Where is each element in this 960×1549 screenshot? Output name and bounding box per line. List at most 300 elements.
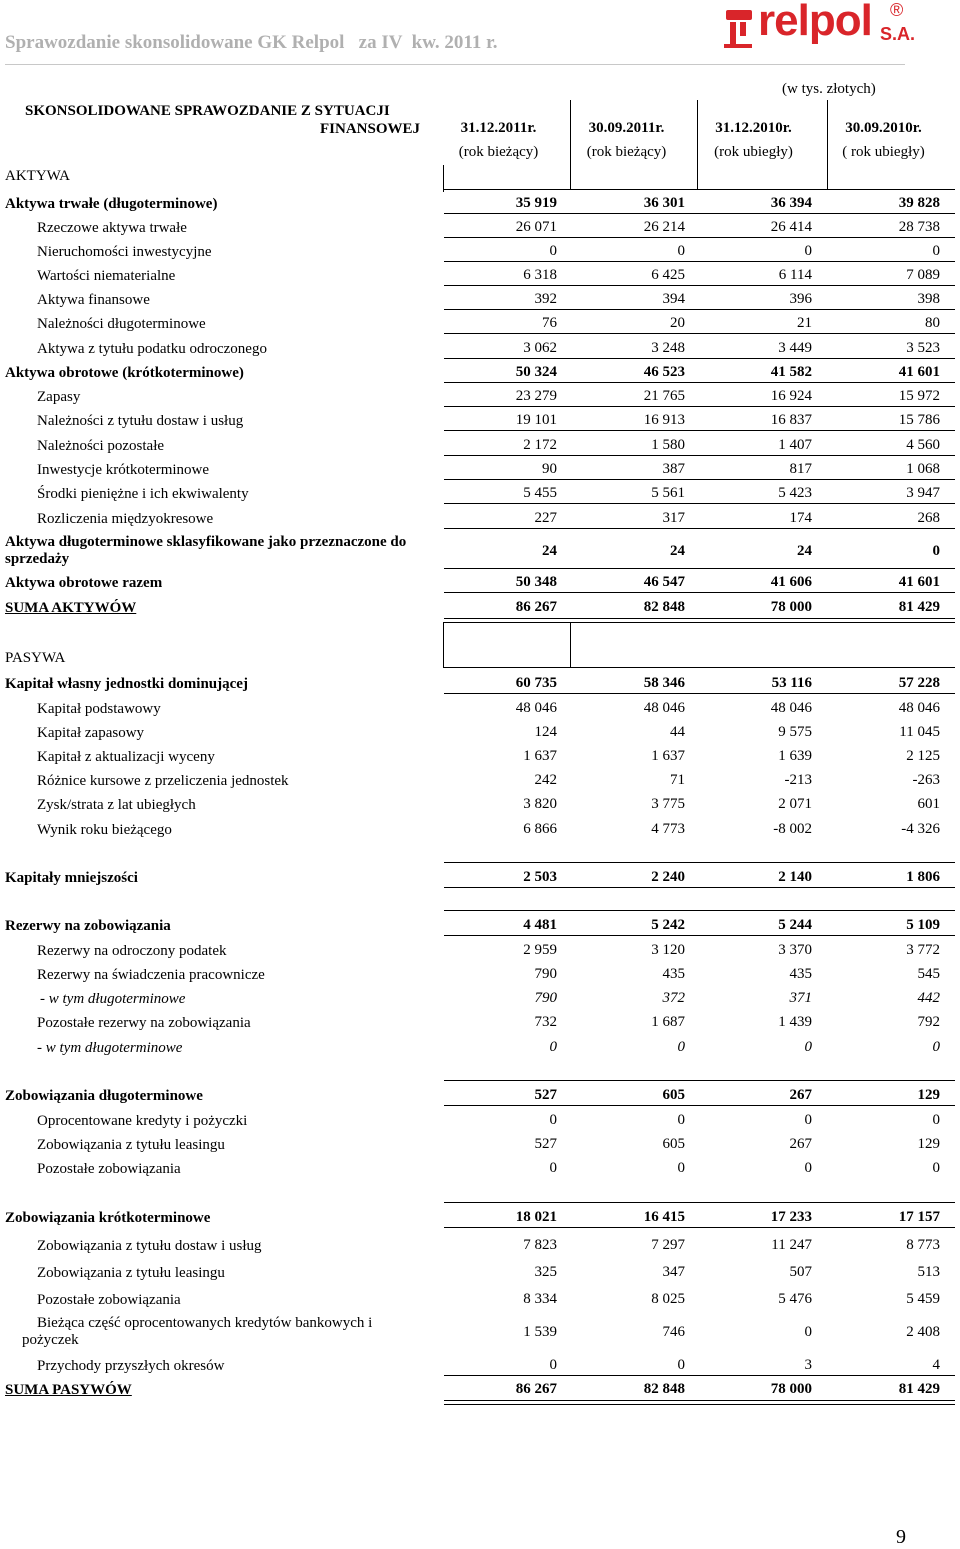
row-label: Pozostałe rezerwy na zobowiązania bbox=[37, 1015, 251, 1031]
table-title bbox=[25, 102, 420, 138]
column-separator bbox=[827, 100, 828, 190]
table-row bbox=[0, 1034, 955, 1058]
row-value: 396 bbox=[789, 291, 812, 307]
table-row bbox=[0, 383, 955, 407]
row-label: Aktywa obrotowe (krótkoterminowe) bbox=[5, 365, 244, 381]
row-rule bbox=[444, 693, 955, 694]
table-row bbox=[0, 1131, 955, 1155]
row-label: Inwestycje krótkoterminowe bbox=[37, 462, 210, 478]
group-rule bbox=[444, 1202, 955, 1203]
row-value: 3 775 bbox=[651, 796, 685, 812]
column-separator bbox=[443, 165, 444, 192]
table-row bbox=[0, 791, 955, 815]
row-label: Aktywa długoterminowe sklasyfikowane jako przeznaczone do sprzedaży bbox=[5, 534, 407, 567]
row-value: 398 bbox=[917, 291, 940, 307]
table-row bbox=[0, 310, 955, 334]
heading-rule bbox=[444, 667, 955, 668]
row-rule bbox=[444, 430, 955, 431]
row-value: 5 459 bbox=[906, 1291, 940, 1307]
row-value: 6 866 bbox=[523, 821, 557, 837]
row-value: 732 bbox=[534, 1014, 557, 1030]
row-value: 394 bbox=[662, 291, 685, 307]
relay-icon bbox=[722, 4, 756, 52]
table-row bbox=[0, 1286, 955, 1310]
row-value: 9 575 bbox=[778, 724, 812, 740]
row-value: 0 bbox=[549, 1039, 557, 1055]
row-value: 76 bbox=[542, 315, 557, 331]
row-value: 3 449 bbox=[778, 340, 812, 356]
row-value: 227 bbox=[534, 510, 557, 526]
row-rule bbox=[444, 1105, 955, 1106]
row-value: 28 738 bbox=[898, 219, 940, 235]
row-value: 3 120 bbox=[651, 942, 685, 958]
row-value: 527 bbox=[534, 1136, 557, 1152]
table-row bbox=[0, 214, 955, 238]
row-value: 545 bbox=[917, 966, 940, 982]
row-value: 129 bbox=[917, 1087, 940, 1103]
table-row bbox=[0, 864, 955, 888]
row-value: 11 247 bbox=[771, 1237, 812, 1253]
column-header-3 bbox=[691, 116, 816, 164]
row-label: Należności długoterminowe bbox=[37, 316, 206, 332]
row-value: 41 606 bbox=[770, 574, 812, 590]
row-value: 267 bbox=[789, 1136, 812, 1152]
row-value: 48 046 bbox=[643, 700, 685, 716]
row-value: 5 455 bbox=[523, 485, 557, 501]
row-value: 15 972 bbox=[898, 388, 940, 404]
table-title-line-2: FINANSOWEJ bbox=[319, 121, 420, 137]
row-label: Kapitały mniejszości bbox=[5, 870, 138, 886]
table-row bbox=[0, 767, 955, 791]
row-label: Zobowiązania krótkoterminowe bbox=[5, 1210, 211, 1226]
row-value: 347 bbox=[662, 1264, 685, 1280]
column-header-4 bbox=[821, 116, 946, 164]
row-label: Pozostałe zobowiązania bbox=[37, 1292, 181, 1308]
row-value: 605 bbox=[662, 1136, 685, 1152]
row-value: 1 580 bbox=[651, 437, 685, 453]
table-row bbox=[0, 719, 955, 743]
column-separator bbox=[570, 622, 571, 668]
table-row bbox=[0, 594, 955, 618]
row-value: 20 bbox=[670, 315, 685, 331]
row-value: 82 848 bbox=[643, 1381, 685, 1397]
row-label: Aktywa trwałe (długoterminowe) bbox=[5, 196, 218, 212]
table-row bbox=[0, 529, 955, 569]
row-value: 23 279 bbox=[515, 388, 557, 404]
row-value: 1 439 bbox=[778, 1014, 812, 1030]
table-row bbox=[0, 407, 955, 431]
logo-wordmark: relpol bbox=[758, 0, 872, 45]
row-value: 2 503 bbox=[523, 869, 557, 885]
row-value: 36 301 bbox=[643, 195, 685, 211]
column-date: 30.09.2011r. bbox=[588, 120, 665, 136]
unit-label: (w tys. złotych) bbox=[782, 81, 876, 97]
row-value: 0 bbox=[932, 1112, 940, 1128]
row-value: 1 639 bbox=[778, 748, 812, 764]
row-value: 46 547 bbox=[643, 574, 685, 590]
row-value: 0 bbox=[804, 1160, 812, 1176]
row-value: 442 bbox=[917, 990, 940, 1006]
table-row bbox=[0, 359, 955, 383]
row-value: 0 bbox=[804, 1324, 812, 1340]
row-value: 5 423 bbox=[778, 485, 812, 501]
column-separator bbox=[697, 100, 698, 190]
row-value: 2 172 bbox=[523, 437, 557, 453]
row-value: 90 bbox=[542, 461, 557, 477]
row-label: Nieruchomości inwestycyjne bbox=[37, 244, 212, 260]
row-label: Wynik roku bieżącego bbox=[37, 822, 172, 838]
row-label: Rezerwy na świadczenia pracownicze bbox=[37, 967, 265, 983]
row-value: 792 bbox=[917, 1014, 940, 1030]
table-row bbox=[0, 335, 955, 359]
table-row bbox=[0, 286, 955, 310]
row-label: Oprocentowane kredyty i pożyczki bbox=[37, 1113, 248, 1129]
row-value: 60 735 bbox=[515, 675, 557, 691]
row-value: -263 bbox=[912, 772, 940, 788]
row-rule bbox=[444, 887, 955, 888]
row-rule bbox=[444, 333, 955, 334]
row-value: 4 773 bbox=[651, 821, 685, 837]
row-value: 78 000 bbox=[770, 1381, 812, 1397]
row-value: 26 214 bbox=[643, 219, 685, 235]
row-value: 392 bbox=[534, 291, 557, 307]
row-value: 8 334 bbox=[523, 1291, 557, 1307]
row-value: 1 687 bbox=[651, 1014, 685, 1030]
group-rule bbox=[444, 910, 955, 911]
row-label: Zysk/strata z lat ubiegłych bbox=[37, 797, 196, 813]
logo-registered-mark: ® bbox=[890, 0, 904, 20]
row-value: 4 481 bbox=[523, 917, 557, 933]
row-value: 3 523 bbox=[906, 340, 940, 356]
row-value: 44 bbox=[670, 724, 685, 740]
table-row bbox=[0, 743, 955, 767]
row-value: 4 560 bbox=[906, 437, 940, 453]
row-value: -4 326 bbox=[901, 821, 940, 837]
row-value: 0 bbox=[932, 1160, 940, 1176]
row-value: 46 523 bbox=[643, 364, 685, 380]
row-value: 124 bbox=[534, 724, 557, 740]
row-label: Zapasy bbox=[37, 389, 81, 405]
row-value: 0 bbox=[932, 543, 940, 559]
row-value: 0 bbox=[549, 243, 557, 259]
table-row bbox=[0, 695, 955, 719]
row-value: 16 415 bbox=[643, 1209, 685, 1225]
header-divider bbox=[5, 64, 905, 65]
row-value: 71 bbox=[670, 772, 685, 788]
table-row bbox=[0, 1232, 955, 1256]
group-rule bbox=[444, 1080, 955, 1081]
row-value: 17 233 bbox=[770, 1209, 812, 1225]
row-value: 1 068 bbox=[906, 461, 940, 477]
row-value: -8 002 bbox=[773, 821, 812, 837]
row-label: Aktywa z tytułu podatku odroczonego bbox=[37, 341, 267, 357]
table-row bbox=[0, 1155, 955, 1179]
row-value: 387 bbox=[662, 461, 685, 477]
row-rule bbox=[444, 935, 955, 936]
row-value: 2 408 bbox=[906, 1324, 940, 1340]
row-value: 41 601 bbox=[898, 364, 940, 380]
column-sub: (rok bieżący) bbox=[586, 144, 667, 160]
row-value: 3 062 bbox=[523, 340, 557, 356]
row-value: 0 bbox=[677, 1357, 685, 1373]
table-row bbox=[0, 670, 955, 694]
table-row bbox=[0, 1107, 955, 1131]
row-value: 0 bbox=[677, 1160, 685, 1176]
row-value: 2 140 bbox=[778, 869, 812, 885]
row-rule bbox=[444, 1227, 955, 1228]
table-row bbox=[0, 937, 955, 961]
row-label: Pozostałe zobowiązania bbox=[37, 1161, 181, 1177]
table-row bbox=[0, 505, 955, 529]
row-label: Kapitał własny jednostki dominującej bbox=[5, 676, 248, 692]
column-separator bbox=[443, 622, 444, 668]
row-rule bbox=[444, 592, 955, 593]
group-rule bbox=[444, 862, 955, 863]
row-label: Rozliczenia międzyokresowe bbox=[37, 511, 214, 527]
column-sub: (rok bieżący) bbox=[458, 144, 539, 160]
table-row bbox=[0, 480, 955, 504]
table-row bbox=[0, 262, 955, 286]
row-value: 48 046 bbox=[770, 700, 812, 716]
table-title-line-1: SKONSOLIDOWANE SPRAWOZDANIE Z SYTUACJI bbox=[25, 103, 390, 119]
row-value: 2 071 bbox=[778, 796, 812, 812]
row-value: 507 bbox=[789, 1264, 812, 1280]
double-rule bbox=[444, 618, 955, 623]
table-row bbox=[0, 238, 955, 262]
table-row bbox=[0, 1009, 955, 1033]
row-value: 5 242 bbox=[651, 917, 685, 933]
row-value: 2 125 bbox=[906, 748, 940, 764]
row-value: 80 bbox=[925, 315, 940, 331]
table-row bbox=[0, 912, 955, 936]
row-value: 0 bbox=[677, 1039, 685, 1055]
row-value: 1 407 bbox=[778, 437, 812, 453]
row-label: Zobowiązania z tytułu leasingu bbox=[37, 1265, 225, 1281]
row-value: 7 823 bbox=[523, 1237, 557, 1253]
table-row bbox=[0, 432, 955, 456]
row-value: 0 bbox=[932, 1039, 940, 1055]
column-sub: ( rok ubiegły) bbox=[842, 144, 925, 160]
table-row bbox=[0, 1082, 955, 1106]
row-value: 0 bbox=[549, 1160, 557, 1176]
row-value: 8 025 bbox=[651, 1291, 685, 1307]
row-value: 53 116 bbox=[771, 675, 812, 691]
row-value: 58 346 bbox=[643, 675, 685, 691]
liabilities-heading: PASYWA bbox=[5, 650, 66, 666]
row-label: Aktywa finansowe bbox=[37, 292, 150, 308]
row-label: Kapitał podstawowy bbox=[37, 701, 161, 717]
row-value: 1 539 bbox=[523, 1324, 557, 1340]
row-value: 21 765 bbox=[643, 388, 685, 404]
row-value: 371 bbox=[789, 990, 812, 1006]
table-row bbox=[0, 985, 955, 1009]
row-value: 6 114 bbox=[778, 267, 812, 283]
row-value: 7 297 bbox=[651, 1237, 685, 1253]
row-value: 746 bbox=[662, 1324, 685, 1340]
row-label: Rezerwy na zobowiązania bbox=[5, 918, 171, 934]
row-value: 0 bbox=[804, 1039, 812, 1055]
row-value: 3 bbox=[804, 1357, 812, 1373]
row-value: 325 bbox=[534, 1264, 557, 1280]
assets-heading: AKTYWA bbox=[5, 168, 70, 184]
row-value: 82 848 bbox=[643, 599, 685, 615]
row-value: 129 bbox=[917, 1136, 940, 1152]
table-row bbox=[0, 961, 955, 985]
row-value: 18 021 bbox=[515, 1209, 557, 1225]
row-label: - w tym długoterminowe bbox=[40, 991, 186, 1007]
row-value: 26 414 bbox=[770, 219, 812, 235]
row-value: 35 919 bbox=[515, 195, 557, 211]
row-value: 317 bbox=[662, 510, 685, 526]
table-row bbox=[0, 569, 955, 593]
document-header-title: Sprawozdanie skonsolidowane GK Relpol za IV kw. 2011 r. bbox=[5, 32, 498, 53]
row-value: 435 bbox=[662, 966, 685, 982]
row-label: Należności pozostałe bbox=[37, 438, 165, 454]
row-value: 817 bbox=[789, 461, 812, 477]
row-value: 267 bbox=[789, 1087, 812, 1103]
row-value: 3 370 bbox=[778, 942, 812, 958]
row-value: 174 bbox=[789, 510, 812, 526]
row-label: Kapitał zapasowy bbox=[37, 725, 145, 741]
row-value: 7 089 bbox=[906, 267, 940, 283]
row-label: Różnice kursowe z przeliczenia jednostek bbox=[37, 773, 289, 789]
column-date: 30.09.2010r. bbox=[845, 120, 922, 136]
row-label: Zobowiązania z tytułu dostaw i usług bbox=[37, 1238, 262, 1254]
row-value: 41 582 bbox=[770, 364, 812, 380]
row-value: 24 bbox=[670, 543, 685, 559]
table-row bbox=[0, 1204, 955, 1228]
row-label: Zobowiązania długoterminowe bbox=[5, 1088, 203, 1104]
row-value: 0 bbox=[932, 243, 940, 259]
column-sub: (rok ubiegły) bbox=[714, 144, 793, 160]
row-label: Kapitał z aktualizacji wyceny bbox=[37, 749, 215, 765]
column-header-2 bbox=[564, 116, 689, 164]
row-value: 24 bbox=[542, 543, 557, 559]
row-label: Rzeczowe aktywa trwałe bbox=[37, 220, 187, 236]
logo-suffix: S.A. bbox=[880, 24, 916, 44]
table-row bbox=[0, 456, 955, 480]
row-value: 1 637 bbox=[651, 748, 685, 764]
row-value: 86 267 bbox=[515, 1381, 557, 1397]
row-value: 6 425 bbox=[651, 267, 685, 283]
row-label: - w tym długoterminowe bbox=[37, 1040, 183, 1056]
row-value: 15 786 bbox=[898, 412, 940, 428]
table-row bbox=[0, 1259, 955, 1283]
row-value: 5 561 bbox=[651, 485, 685, 501]
row-label: Bieżąca część oprocentowanych kredytów bankowych i pożyczek bbox=[22, 1315, 373, 1348]
relpol-logo bbox=[722, 2, 922, 54]
row-value: 513 bbox=[917, 1264, 940, 1280]
row-label: Należności z tytułu dostaw i usług bbox=[37, 413, 244, 429]
row-value: 41 601 bbox=[898, 574, 940, 590]
double-rule bbox=[444, 1400, 955, 1405]
row-value: 3 947 bbox=[906, 485, 940, 501]
row-value: 0 bbox=[804, 1112, 812, 1128]
row-value: 19 101 bbox=[515, 412, 557, 428]
row-value: 26 071 bbox=[515, 219, 557, 235]
row-value: 36 394 bbox=[770, 195, 812, 211]
row-value: 50 348 bbox=[515, 574, 557, 590]
row-value: 8 773 bbox=[906, 1237, 940, 1253]
row-value: 435 bbox=[789, 966, 812, 982]
row-value: 790 bbox=[534, 990, 557, 1006]
row-value: -213 bbox=[784, 772, 812, 788]
row-value: 16 913 bbox=[643, 412, 685, 428]
column-date: 31.12.2010r. bbox=[715, 120, 792, 136]
row-label: SUMA AKTYWÓW bbox=[5, 600, 137, 616]
row-value: 372 bbox=[662, 990, 685, 1006]
table-row bbox=[0, 1310, 955, 1350]
row-value: 81 429 bbox=[898, 599, 940, 615]
row-value: 790 bbox=[534, 966, 557, 982]
row-value: 1 637 bbox=[523, 748, 557, 764]
row-value: 605 bbox=[662, 1087, 685, 1103]
row-label: Przychody przyszłych okresów bbox=[37, 1358, 225, 1374]
row-value: 6 318 bbox=[523, 267, 557, 283]
row-value: 0 bbox=[804, 243, 812, 259]
row-value: 16 924 bbox=[770, 388, 812, 404]
row-value: 24 bbox=[797, 543, 812, 559]
row-value: 2 959 bbox=[523, 942, 557, 958]
row-value: 86 267 bbox=[515, 599, 557, 615]
row-value: 3 820 bbox=[523, 796, 557, 812]
row-value: 242 bbox=[534, 772, 557, 788]
row-value: 16 837 bbox=[770, 412, 812, 428]
row-value: 50 324 bbox=[515, 364, 557, 380]
row-value: 601 bbox=[917, 796, 940, 812]
row-rule bbox=[444, 503, 955, 504]
row-value: 11 045 bbox=[899, 724, 940, 740]
row-value: 57 228 bbox=[898, 675, 940, 691]
row-value: 1 806 bbox=[906, 869, 940, 885]
column-date: 31.12.2011r. bbox=[460, 120, 537, 136]
row-value: 3 772 bbox=[906, 942, 940, 958]
table-row bbox=[0, 1352, 955, 1376]
row-value: 0 bbox=[677, 1112, 685, 1128]
row-value: 81 429 bbox=[898, 1381, 940, 1397]
row-value: 39 828 bbox=[898, 195, 940, 211]
row-label: Wartości niematerialne bbox=[37, 268, 176, 284]
row-value: 527 bbox=[534, 1087, 557, 1103]
row-label: Zobowiązania z tytułu leasingu bbox=[37, 1137, 225, 1153]
row-label: Środki pieniężne i ich ekwiwalenty bbox=[37, 486, 249, 502]
row-label: Rezerwy na odroczony podatek bbox=[37, 943, 227, 959]
row-value: 21 bbox=[797, 315, 812, 331]
row-value: 2 240 bbox=[651, 869, 685, 885]
table-row bbox=[0, 816, 955, 840]
row-value: 268 bbox=[917, 510, 940, 526]
column-separator bbox=[570, 100, 571, 190]
row-value: 0 bbox=[549, 1112, 557, 1128]
row-value: 5 476 bbox=[778, 1291, 812, 1307]
row-value: 5 244 bbox=[778, 917, 812, 933]
row-value: 3 248 bbox=[651, 340, 685, 356]
table-row bbox=[0, 1376, 955, 1400]
row-value: 0 bbox=[549, 1357, 557, 1373]
row-value: 4 bbox=[932, 1357, 940, 1373]
page-number: 9 bbox=[896, 1526, 906, 1548]
table-row bbox=[0, 190, 955, 214]
row-label: Aktywa obrotowe razem bbox=[5, 575, 163, 591]
row-value: 48 046 bbox=[515, 700, 557, 716]
row-label: SUMA PASYWÓW bbox=[5, 1382, 132, 1398]
row-value: 0 bbox=[677, 243, 685, 259]
row-value: 17 157 bbox=[898, 1209, 940, 1225]
row-value: 5 109 bbox=[906, 917, 940, 933]
column-header-1 bbox=[436, 116, 561, 164]
row-value: 48 046 bbox=[898, 700, 940, 716]
row-value: 78 000 bbox=[770, 599, 812, 615]
